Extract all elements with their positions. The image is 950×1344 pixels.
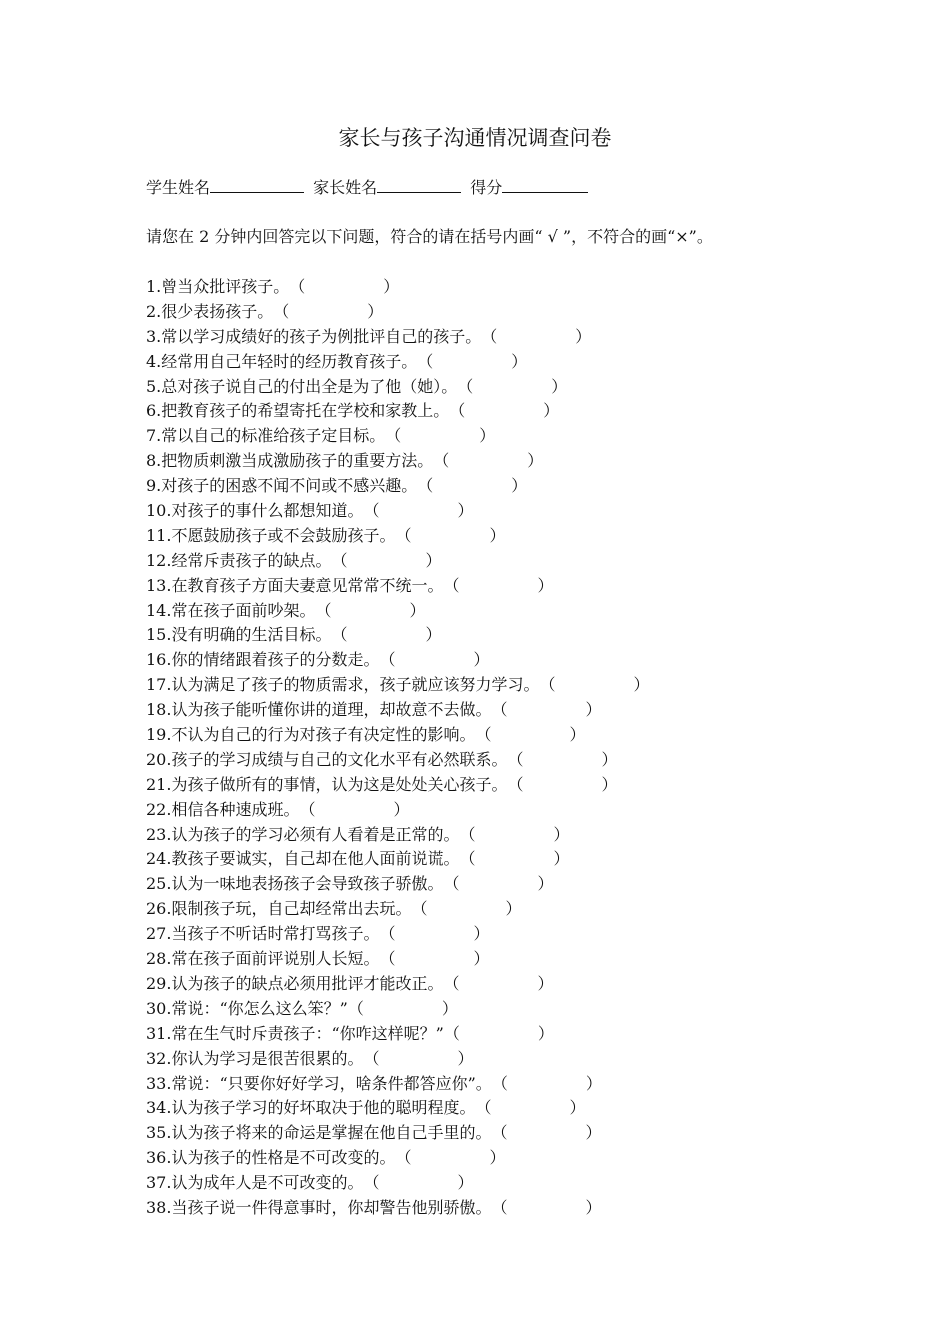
answer-blank[interactable]: （ ） bbox=[417, 476, 528, 496]
question-item bbox=[146, 1096, 649, 1121]
question-item bbox=[146, 1072, 649, 1097]
respondent-info bbox=[146, 176, 592, 199]
question-item bbox=[146, 922, 649, 947]
question-item bbox=[146, 698, 649, 723]
student-name-blank bbox=[210, 176, 304, 193]
question-text: 27.当孩子不听话时常打骂孩子。 bbox=[146, 924, 380, 944]
question-text: 5.总对孩子说自己的付出全是为了他（她）。 bbox=[146, 376, 458, 396]
answer-blank[interactable]: （ ） bbox=[417, 351, 528, 371]
answer-blank[interactable]: （ ） bbox=[481, 326, 592, 346]
question-item bbox=[146, 872, 649, 897]
question-text: 35.认为孩子将来的命运是掌握在他自己手里的。 bbox=[146, 1123, 492, 1143]
question-item bbox=[146, 350, 649, 375]
question-item bbox=[146, 947, 649, 972]
question-item bbox=[146, 399, 649, 424]
answer-blank[interactable]: （ ） bbox=[331, 550, 442, 570]
question-text: 19.不认为自己的行为对孩子有决定性的影响。 bbox=[146, 725, 476, 745]
score-blank bbox=[502, 176, 588, 193]
question-item bbox=[146, 549, 649, 574]
question-item bbox=[146, 847, 649, 872]
question-text: 6.把教育孩子的希望寄托在学校和家教上。 bbox=[146, 401, 450, 421]
answer-blank[interactable]: （ ） bbox=[459, 849, 570, 869]
answer-blank[interactable]: （ ） bbox=[539, 675, 650, 695]
score-label: 得分 bbox=[470, 178, 503, 197]
question-item bbox=[146, 623, 649, 648]
question-item bbox=[146, 1121, 649, 1146]
question-item bbox=[146, 424, 649, 449]
question-text: 4.经常用自己年轻时的经历教育孩子。 bbox=[146, 351, 418, 371]
question-list bbox=[146, 275, 649, 1221]
answer-blank[interactable]: （ ） bbox=[347, 998, 458, 1018]
question-text: 38.当孩子说一件得意事时，你却警告他别骄傲。 bbox=[146, 1197, 492, 1217]
question-item bbox=[146, 499, 649, 524]
answer-blank[interactable]: （ ） bbox=[443, 874, 554, 894]
question-item bbox=[146, 798, 649, 823]
question-text: 37.认为成年人是不可改变的。 bbox=[146, 1173, 364, 1193]
answer-blank[interactable]: （ ） bbox=[491, 1073, 602, 1093]
question-item bbox=[146, 599, 649, 624]
question-text: 31.常在生气时斥责孩子：“你咋这样呢？” bbox=[146, 1023, 444, 1043]
answer-blank[interactable]: （ ） bbox=[363, 501, 474, 521]
answer-blank[interactable]: （ ） bbox=[273, 301, 384, 321]
question-text: 13.在教育孩子方面夫妻意见常常不统一。 bbox=[146, 575, 444, 595]
question-text: 1.曾当众批评孩子。 bbox=[146, 277, 290, 296]
question-text: 10.对孩子的事什么都想知道。 bbox=[146, 501, 364, 521]
question-text: 25.认为一味地表扬孩子会导致孩子骄傲。 bbox=[146, 874, 444, 894]
answer-blank[interactable]: （ ） bbox=[459, 824, 570, 844]
question-text: 16.你的情绪跟着孩子的分数走。 bbox=[146, 650, 380, 670]
question-item bbox=[146, 673, 649, 698]
question-text: 14.常在孩子面前吵架。 bbox=[146, 600, 316, 620]
question-item bbox=[146, 648, 649, 673]
question-item bbox=[146, 972, 649, 997]
answer-blank[interactable]: （ ） bbox=[385, 426, 496, 446]
question-text: 21.为孩子做所有的事情，认为这是处处关心孩子。 bbox=[146, 774, 508, 794]
question-text: 15.没有明确的生活目标。 bbox=[146, 625, 332, 645]
question-text: 29.认为孩子的缺点必须用批评才能改正。 bbox=[146, 973, 444, 993]
question-text: 26.限制孩子玩，自己却经常出去玩。 bbox=[146, 899, 412, 919]
answer-blank[interactable]: （ ） bbox=[379, 650, 490, 670]
answer-blank[interactable]: （ ） bbox=[331, 625, 442, 645]
question-item bbox=[146, 748, 649, 773]
question-item bbox=[146, 1196, 649, 1221]
question-text: 23.认为孩子的学习必须有人看着是正常的。 bbox=[146, 824, 460, 844]
parent-name-blank bbox=[377, 176, 461, 193]
question-item bbox=[146, 723, 649, 748]
answer-blank[interactable]: （ ） bbox=[507, 749, 618, 769]
question-text: 20.孩子的学习成绩与自己的文化水平有必然联系。 bbox=[146, 749, 508, 769]
question-text: 9.对孩子的困惑不闻不问或不感兴趣。 bbox=[146, 476, 418, 496]
question-item bbox=[146, 449, 649, 474]
question-text: 8.把物质刺激当成激励孩子的重要方法。 bbox=[146, 451, 434, 471]
answer-blank[interactable]: （ ） bbox=[289, 277, 400, 296]
answer-blank[interactable]: （ ） bbox=[449, 401, 560, 421]
parent-name-label: 家长姓名 bbox=[313, 178, 378, 197]
answer-blank[interactable]: （ ） bbox=[379, 949, 490, 969]
question-item bbox=[146, 375, 649, 400]
answer-blank[interactable]: （ ） bbox=[433, 451, 544, 471]
question-item bbox=[146, 474, 649, 499]
question-text: 12.经常斥责孩子的缺点。 bbox=[146, 550, 332, 570]
question-item bbox=[146, 574, 649, 599]
answer-blank[interactable]: （ ） bbox=[411, 899, 522, 919]
question-item bbox=[146, 1171, 649, 1196]
question-text: 11.不愿鼓励孩子或不会鼓励孩子。 bbox=[146, 525, 396, 545]
answer-blank[interactable]: （ ） bbox=[443, 575, 554, 595]
answer-blank[interactable]: （ ） bbox=[491, 700, 602, 720]
answer-blank[interactable]: （ ） bbox=[363, 1173, 474, 1193]
question-text: 36.认为孩子的性格是不可改变的。 bbox=[146, 1148, 396, 1168]
question-item bbox=[146, 300, 649, 325]
answer-blank[interactable]: （ ） bbox=[507, 774, 618, 794]
answer-blank[interactable]: （ ） bbox=[491, 1197, 602, 1217]
answer-blank[interactable]: （ ） bbox=[379, 924, 490, 944]
question-text: 34.认为孩子学习的好坏取决于他的聪明程度。 bbox=[146, 1098, 476, 1118]
answer-blank[interactable]: （ ） bbox=[363, 1048, 474, 1068]
student-name-label: 学生姓名 bbox=[146, 178, 211, 197]
answer-blank[interactable]: （ ） bbox=[457, 376, 568, 396]
answer-blank[interactable]: （ ） bbox=[491, 1123, 602, 1143]
question-item bbox=[146, 524, 649, 549]
question-item bbox=[146, 1047, 649, 1072]
question-item bbox=[146, 1146, 649, 1171]
question-item bbox=[146, 997, 649, 1022]
question-text: 2.很少表扬孩子。 bbox=[146, 301, 274, 321]
question-item bbox=[146, 897, 649, 922]
question-text: 3.常以学习成绩好的孩子为例批评自己的孩子。 bbox=[146, 326, 482, 346]
page-title: 家长与孩子沟通情况调查问卷 bbox=[338, 126, 612, 150]
answer-blank[interactable]: （ ） bbox=[395, 525, 506, 545]
answer-blank[interactable]: （ ） bbox=[299, 799, 410, 819]
answer-blank[interactable]: （ ） bbox=[475, 1098, 586, 1118]
question-item bbox=[146, 773, 649, 798]
answer-blank[interactable]: （ ） bbox=[315, 600, 426, 620]
answer-blank[interactable]: （ ） bbox=[475, 725, 586, 745]
instructions: 请您在 2 分钟内回答完以下问题，符合的请在括号内画“ √ ”，不符合的画“×”。 bbox=[146, 227, 713, 246]
question-text: 32.你认为学习是很苦很累的。 bbox=[146, 1048, 364, 1068]
answer-blank[interactable]: （ ） bbox=[443, 973, 554, 993]
question-item bbox=[146, 325, 649, 350]
answer-blank[interactable]: （ ） bbox=[395, 1148, 506, 1168]
question-text: 18.认为孩子能听懂你讲的道理，却故意不去做。 bbox=[146, 700, 492, 720]
question-item bbox=[146, 1022, 649, 1047]
question-text: 22.相信各种速成班。 bbox=[146, 799, 300, 819]
question-text: 30.常说：“你怎么这么笨？” bbox=[146, 998, 348, 1018]
question-text: 7.常以自己的标准给孩子定目标。 bbox=[146, 426, 386, 446]
question-text: 33.常说：“只要你好好学习，啥条件都答应你”。 bbox=[146, 1073, 492, 1093]
question-text: 28.常在孩子面前评说别人长短。 bbox=[146, 949, 380, 969]
question-text: 17.认为满足了孩子的物质需求，孩子就应该努力学习。 bbox=[146, 675, 540, 695]
answer-blank[interactable]: （ ） bbox=[443, 1023, 554, 1043]
question-text: 24.教孩子要诚实，自己却在他人面前说谎。 bbox=[146, 849, 460, 869]
question-item bbox=[146, 275, 649, 300]
question-item bbox=[146, 823, 649, 848]
